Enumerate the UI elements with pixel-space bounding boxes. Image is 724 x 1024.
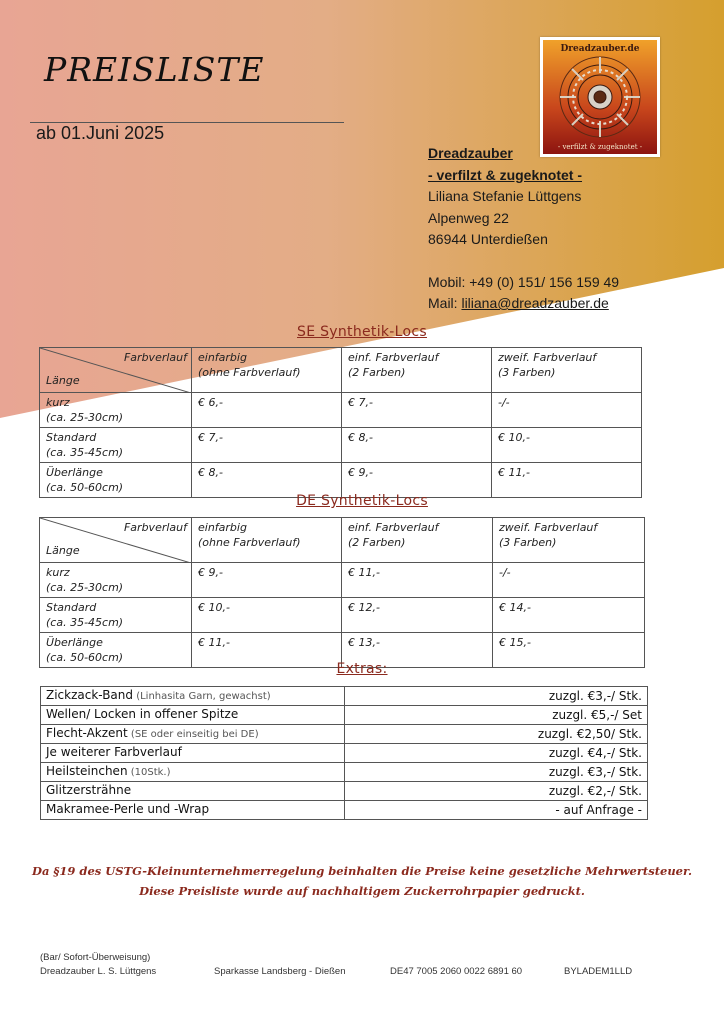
extra-price: zuzgl. €5,-/ Set <box>345 706 648 725</box>
price-cell: € 12,- <box>342 598 493 633</box>
extra-label: Makramee-Perle und -Wrap <box>41 801 345 820</box>
svg-text:Dreadzauber.de: Dreadzauber.de <box>560 44 640 54</box>
extra-label: Glitzersträhne <box>41 782 345 801</box>
page-title: PREISLISTE <box>44 50 265 89</box>
col-header: einfarbig (ohne Farbverlauf) <box>192 518 342 563</box>
price-cell: € 11,- <box>342 563 493 598</box>
price-cell: -/- <box>493 563 645 598</box>
se-price-table <box>39 347 642 498</box>
contact-street: Alpenweg 22 <box>428 209 509 226</box>
contact-phone: Mobil: +49 (0) 151/ 156 159 49 <box>428 273 620 290</box>
table-row <box>40 598 645 633</box>
mail-link[interactable]: liliana@dreadzauber.de <box>461 295 609 311</box>
price-cell: € 15,- <box>493 633 645 668</box>
row-label: Standard (ca. 35-45cm) <box>40 428 192 463</box>
table-row <box>40 563 645 598</box>
de-price-table <box>39 517 645 668</box>
table-row <box>41 782 648 801</box>
corner-label-laenge: Länge <box>46 374 80 387</box>
table-row <box>41 706 648 725</box>
footer-payment: (Bar/ Sofort-Überweisung) <box>40 952 151 963</box>
extra-label: Zickzack-Band (Linhasita Garn, gewachst) <box>41 687 345 706</box>
logo <box>540 37 660 157</box>
price-cell: € 14,- <box>493 598 645 633</box>
price-cell: € 9,- <box>342 463 492 498</box>
company-slogan: - verfilzt & zugeknotet - <box>428 166 583 183</box>
extra-price: zuzgl. €3,-/ Stk. <box>345 687 648 706</box>
extra-price: zuzgl. €4,-/ Stk. <box>345 744 648 763</box>
corner-label-farbverlauf: Farbverlauf <box>123 351 187 364</box>
price-cell: € 10,- <box>492 428 642 463</box>
price-cell: € 7,- <box>192 428 342 463</box>
corner-label-laenge: Länge <box>46 544 80 557</box>
extra-price: zuzgl. €2,-/ Stk. <box>345 782 648 801</box>
extra-price: - auf Anfrage - <box>345 801 648 820</box>
price-cell: € 8,- <box>342 428 492 463</box>
row-label: Überlänge (ca. 50-60cm) <box>40 633 192 668</box>
vat-notice: Da §19 des USTG-Kleinunternehmerregelung beinhalten die Preise keine gesetzliche Mehrwertsteuer. <box>31 864 693 878</box>
price-cell: € 11,- <box>192 633 342 668</box>
extras-table <box>40 686 648 820</box>
row-label: Überlänge (ca. 50-60cm) <box>40 463 192 498</box>
footer-holder: Dreadzauber L. S. Lüttgens <box>40 966 157 977</box>
price-cell: € 13,- <box>342 633 493 668</box>
price-cell: € 9,- <box>192 563 342 598</box>
contact-person: Liliana Stefanie Lüttgens <box>428 188 582 204</box>
table-corner-cell <box>40 518 192 563</box>
row-label: kurz (ca. 25-30cm) <box>40 563 192 598</box>
price-cell: € 11,- <box>492 463 642 498</box>
table-corner-cell <box>40 348 192 393</box>
price-cell: € 8,- <box>192 463 342 498</box>
mail-label: Mail: <box>428 295 462 311</box>
extra-label: Heilsteinchen (10Stk.) <box>41 763 345 782</box>
company-name: Dreadzauber <box>428 145 513 161</box>
corner-label-farbverlauf: Farbverlauf <box>123 521 187 534</box>
contact-block <box>428 143 619 315</box>
contact-mail-line <box>428 293 619 315</box>
col-header: zweif. Farbverlauf (3 Farben) <box>493 518 645 563</box>
footer-bic: BYLADEM1LLD <box>564 966 633 977</box>
table-row <box>41 725 648 744</box>
svg-text:- verfilzt & zugeknotet -: - verfilzt & zugeknotet - <box>557 143 643 151</box>
col-header: einf. Farbverlauf (2 Farben) <box>342 518 493 563</box>
table-row <box>41 801 648 820</box>
col-header: einfarbig (ohne Farbverlauf) <box>192 348 342 393</box>
extra-price: zuzgl. €2,50/ Stk. <box>345 725 648 744</box>
extra-label: Wellen/ Locken in offener Spitze <box>41 706 345 725</box>
date-line: ab 01.Juni 2025 <box>36 123 165 143</box>
table-row <box>40 393 642 428</box>
de-section-title: DE Synthetik-Locs <box>296 493 428 509</box>
extra-price: zuzgl. €3,-/ Stk. <box>345 763 648 782</box>
row-label: kurz (ca. 25-30cm) <box>40 393 192 428</box>
footer-iban: DE47 7005 2060 0022 6891 60 <box>390 966 523 977</box>
extras-section-title: Extras: <box>336 661 388 677</box>
contact-city: 86944 Unterdießen <box>428 231 548 247</box>
footer-bank: Sparkasse Landsberg - Dießen <box>214 966 346 977</box>
table-row <box>41 744 648 763</box>
se-section-title: SE Synthetik-Locs <box>297 324 427 340</box>
paper-notice: Diese Preisliste wurde auf nachhaltigem Zuckerrohrpapier gedruckt. <box>139 884 585 898</box>
price-cell: € 7,- <box>342 393 492 428</box>
price-cell: -/- <box>492 393 642 428</box>
col-header: einf. Farbverlauf (2 Farben) <box>342 348 492 393</box>
table-row <box>40 428 642 463</box>
extra-label: Je weiterer Farbverlauf <box>41 744 345 763</box>
table-row <box>41 687 648 706</box>
row-label: Standard (ca. 35-45cm) <box>40 598 192 633</box>
price-cell: € 6,- <box>192 393 342 428</box>
price-cell: € 10,- <box>192 598 342 633</box>
table-row <box>41 763 648 782</box>
extra-label: Flecht-Akzent (SE oder einseitig bei DE) <box>41 725 345 744</box>
col-header: zweif. Farbverlauf (3 Farben) <box>492 348 642 393</box>
